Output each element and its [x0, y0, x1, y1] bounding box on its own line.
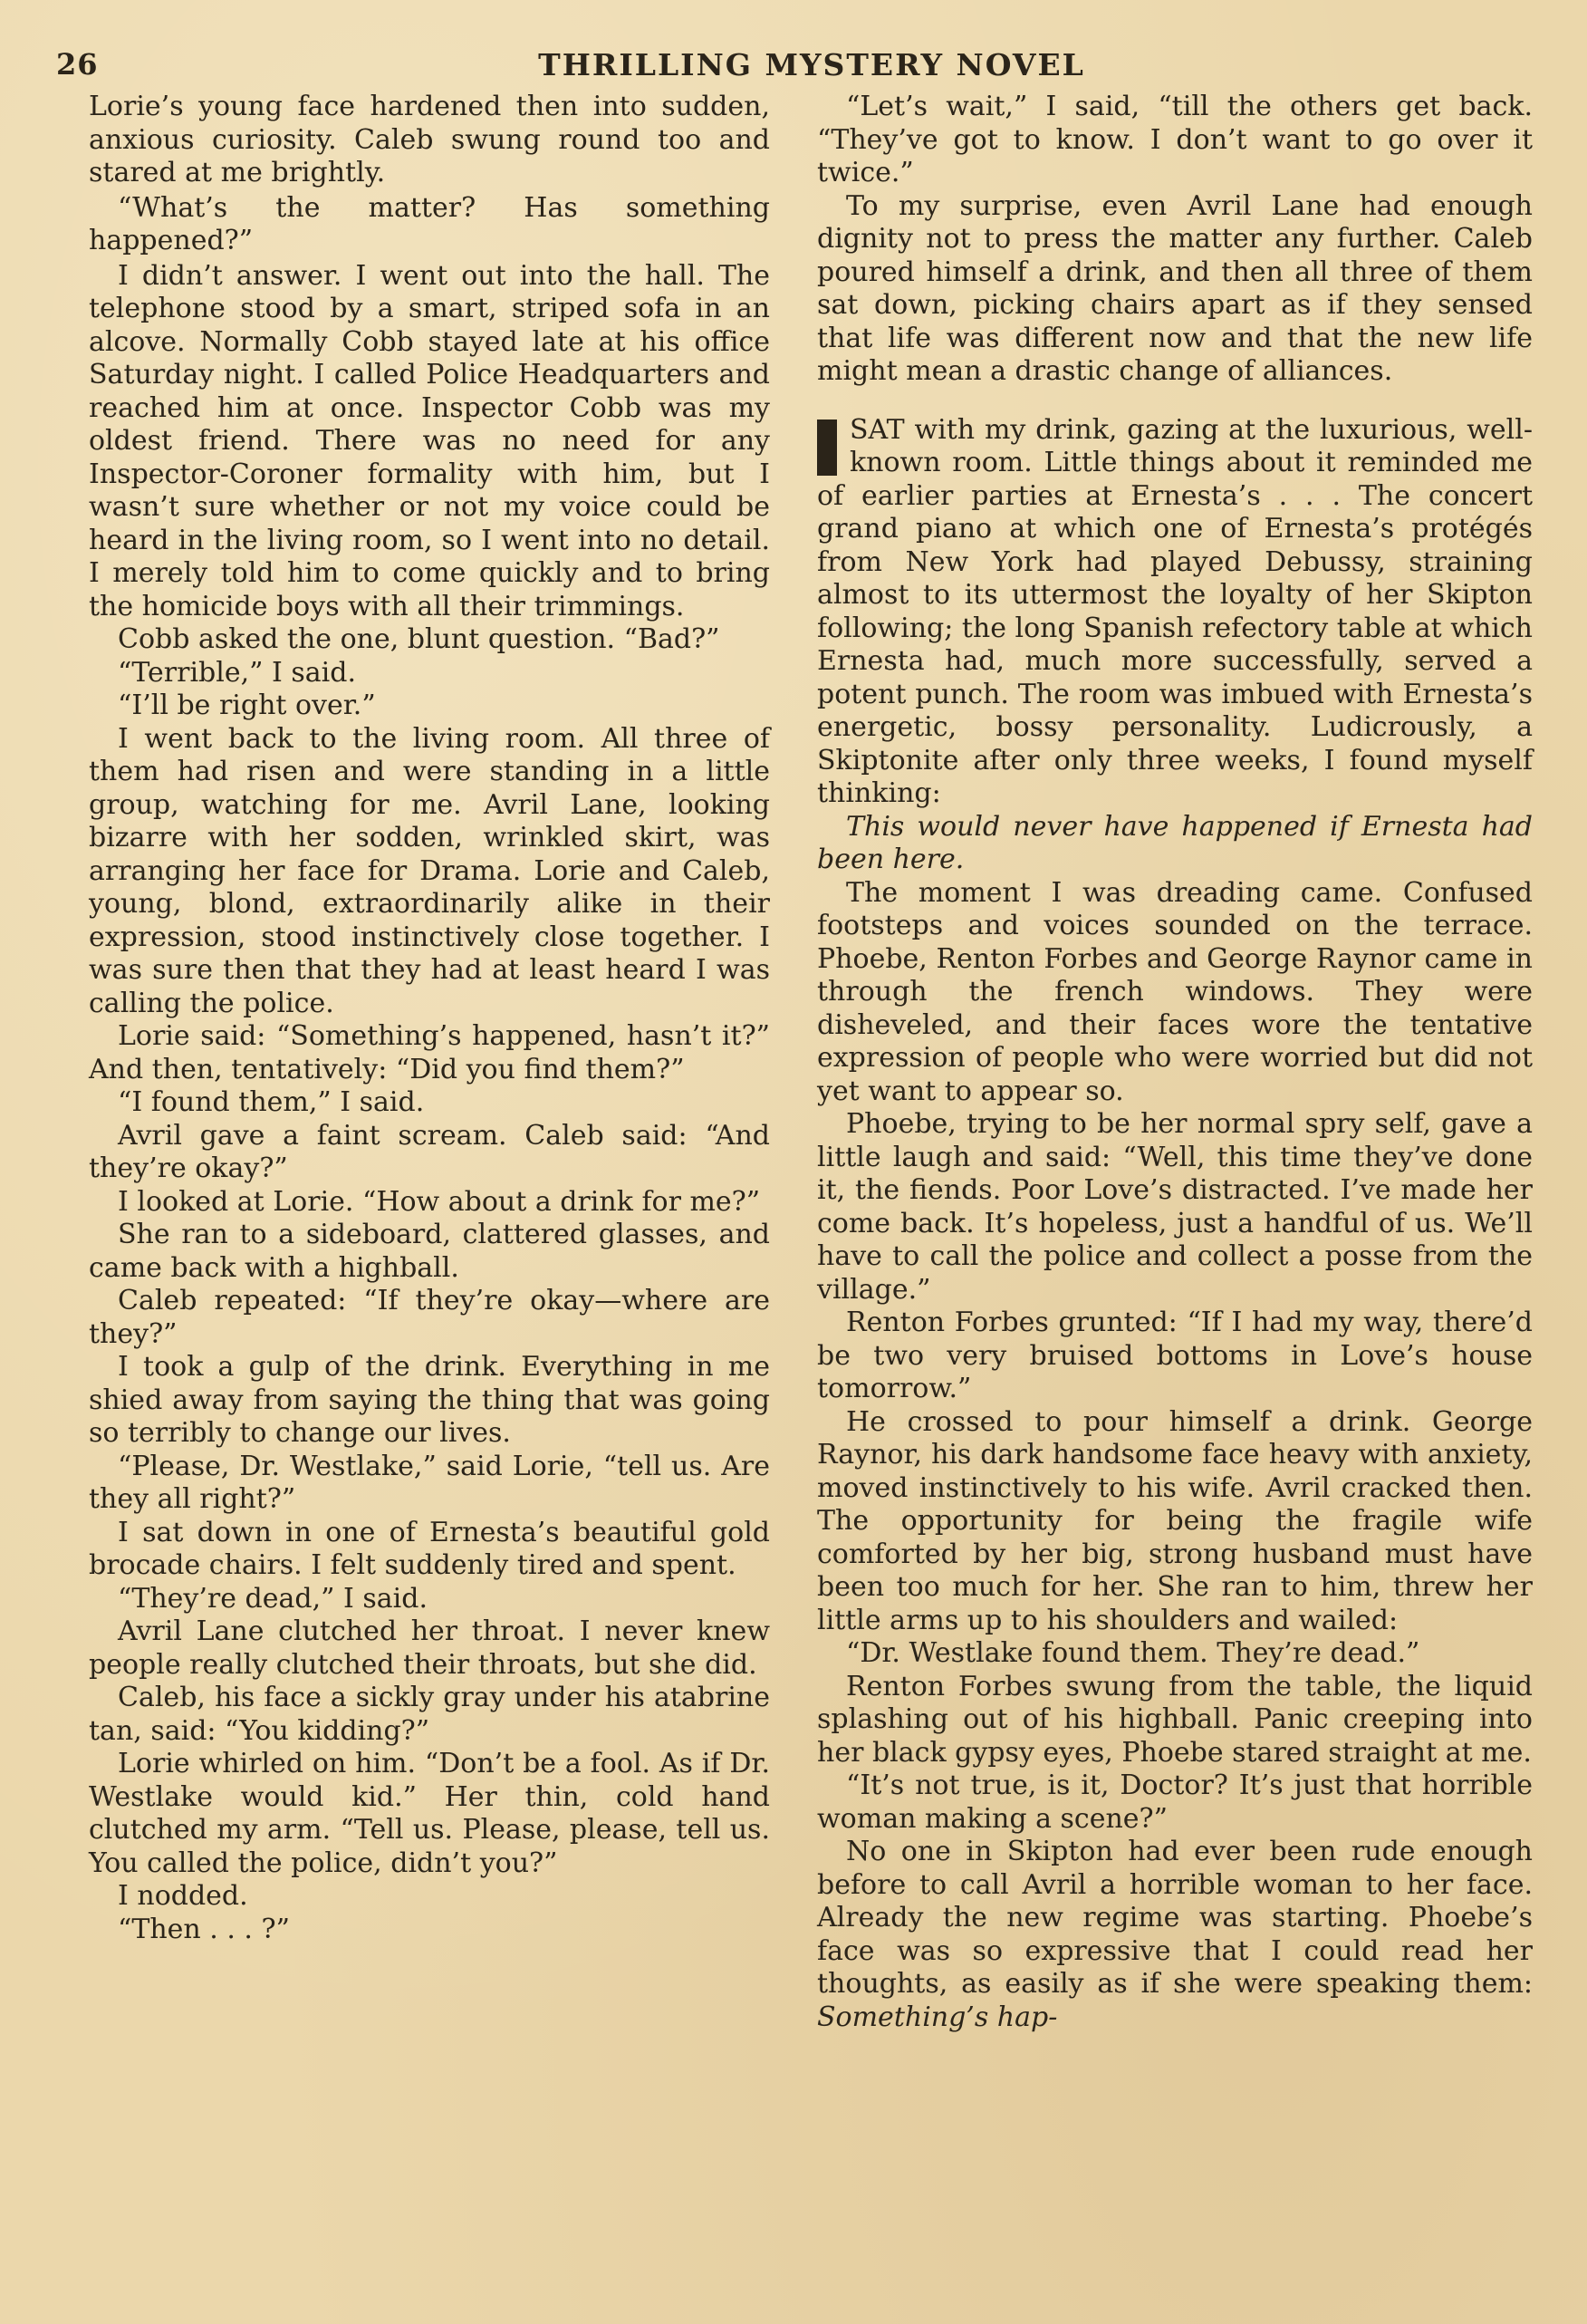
section-opening-paragraph: [817, 414, 1533, 811]
paragraph: She ran to a sideboard, clattered glasses, and came back with a highball.: [89, 1219, 770, 1284]
italic-thought: This would never have happened if Ernesta had been here.: [817, 810, 1533, 875]
paragraph: I didn’t answer. I went out into the hall. The telephone stood by a smart, striped sofa in an alcove. Normally Cobb stayed late at his office Saturday night. I called Police Headquarters and reached him at once. Inspector Cobb was my oldest friend. There was no need for any Inspector-Coroner formality with him, but I wasn’t sure whether or not my voice could be heard in the living room, so I went into no detail. I merely told him to come quickly and to bring the homicide boys with all their trimmings.: [89, 259, 770, 622]
page-header: [56, 47, 1531, 91]
final-paragraph-italic: Something’s hap-: [817, 2001, 1058, 2033]
paragraph: Lorie whirled on him. “Don’t be a fool. As if Dr. Westlake would kid.” Her thin, cold hand clutched my arm. “Tell us. Please, please, tell us. You called the police, didn’t you?”: [89, 1748, 770, 1879]
paragraph: “They’re dead,” I said.: [118, 1582, 428, 1615]
paragraph: “Terrible,” I said.: [118, 656, 357, 689]
paragraph: Caleb, his face a sickly gray under his atabrine tan, said: “You kidding?”: [89, 1682, 770, 1747]
paragraph: I sat down in one of Ernesta’s beautiful gold brocade chairs. I felt suddenly tired and spent.: [89, 1516, 770, 1581]
paragraph: I took a gulp of the drink. Everything in me shied away from saying the thing that was going so terribly to change our lives.: [89, 1351, 770, 1449]
paragraph: “Then . . . ?”: [118, 1913, 290, 1945]
right-column: [817, 91, 1533, 2034]
paragraph: Phoebe, trying to be her normal spry self, gave a little laugh and said: “Well, this time they’ve done it, the fiends. Poor Love’s distracted. I’ve made her come back. It’s hopeless, just a handful of us. We’ll have to call the police and collect a posse from the village.”: [817, 1108, 1533, 1306]
paragraph: Renton Forbes swung from the table, the liquid splashing out of his highball. Panic creeping into her black gypsy eyes, Phoebe stared straight at me.: [817, 1670, 1533, 1769]
section-opening-text: SAT with my drink, gazing at the luxurious, well-known room. Little things about it reminded me of earlier parties at Ernesta’s . . . The concert grand piano at which one of Ernesta’s protégés from New York had played Debussy, straining almost to its uttermost the loyalty of her Skipton following; the long Spanish refectory table at which Ernesta had, much more successfully, served a potent punch. The room was imbued with Ernesta’s energetic, bossy personality. Ludicrously, a Skiptonite after only three weeks, I found myself thinking:: [817, 413, 1533, 809]
paragraph: The moment I was dreading came. Confused footsteps and voices sounded on the terrace. Phoebe, Renton Forbes and George Raynor came in through the french windows. They were disheveled, and their faces wore the tentative expression of people who were worried but did not yet want to appear so.: [817, 876, 1533, 1107]
paragraph: Lorie’s young face hardened then into sudden, anxious curiosity. Caleb swung round too and stared at me brightly.: [89, 91, 770, 188]
final-paragraph: [817, 1836, 1533, 2034]
paragraph: To my surprise, even Avril Lane had enough dignity not to press the matter any further. Caleb poured himself a drink, and then all three of them sat down, picking chairs apart as if they sensed that life was different now and that the new life might mean a drastic change of alliances.: [817, 189, 1533, 387]
paragraph: “Let’s wait,” I said, “till the others get back. “They’ve got to know. I don’t want to go over it twice.”: [817, 91, 1533, 188]
final-paragraph-text: No one in Skipton had ever been rude enough before to call Avril a horrible woman to her face. Already the new regime was starting. Phoebe’s face was so expressive that I could read her thoughts, as easily as if she were speaking them:: [817, 1836, 1533, 2000]
paragraph: “Dr. Westlake found them. They’re dead.”: [846, 1637, 1420, 1669]
paragraph: I went back to the living room. All three of them had risen and were standing in a little group, watching for me. Avril Lane, looking bizarre with her sodden, wrinkled skirt, was arranging her face for Drama. Lorie and Caleb, young, blond, extraordinarily alike in their expression, stood instinctively close together. I was sure then that they had at least heard I was calling the police.: [89, 722, 770, 1019]
paragraph: I looked at Lorie. “How about a drink for me?”: [118, 1185, 761, 1218]
page-number: 26: [56, 47, 99, 82]
paragraph: Avril gave a faint scream. Caleb said: “And they’re okay?”: [89, 1119, 770, 1184]
paragraph: I nodded.: [118, 1880, 248, 1912]
paragraph: “Please, Dr. Westlake,” said Lorie, “tell us. Are they all right?”: [89, 1450, 770, 1515]
paragraph: He crossed to pour himself a drink. George Raynor, his dark handsome face heavy with anxiety, moved instinctively to his wife. Avril cracked then. The opportunity for being the fragile wife comforted by her big, strong husband must have been too much for her. She ran to him, threw her little arms up to his shoulders and wailed:: [817, 1405, 1533, 1636]
paragraph: Cobb asked the one, blunt question. “Bad?”: [118, 623, 720, 655]
running-title: THRILLING MYSTERY NOVEL: [538, 47, 1085, 82]
left-column: [89, 91, 770, 1946]
drop-cap-i-glyph: [817, 419, 837, 476]
paragraph: Lorie said: “Something’s happened, hasn’t it?” And then, tentatively: “Did you find them?”: [89, 1020, 770, 1085]
paragraph: Renton Forbes grunted: “If I had my way, there’d be two very bruised bottoms in Love’s house tomorrow.”: [817, 1307, 1533, 1404]
paragraph: “It’s not true, is it, Doctor? It’s just that horrible woman making a scene?”: [817, 1770, 1533, 1835]
paragraph: Avril Lane clutched her throat. I never knew people really clutched their throats, but she did.: [89, 1615, 770, 1681]
paragraph: Caleb repeated: “If they’re okay—where are they?”: [89, 1285, 770, 1350]
paragraph: “What’s the matter? Has something happened?”: [89, 191, 770, 256]
paragraph: “I found them,” I said.: [118, 1086, 425, 1118]
paragraph: “I’ll be right over.”: [118, 689, 376, 721]
